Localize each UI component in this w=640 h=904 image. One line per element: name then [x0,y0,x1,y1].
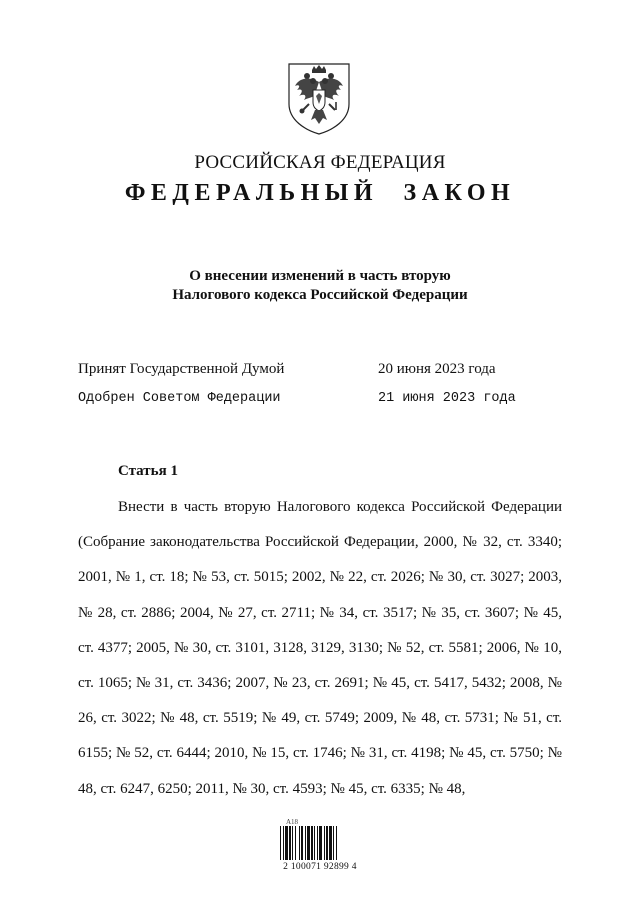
country-name: РОССИЙСКАЯ ФЕДЕРАЦИЯ [194,152,446,173]
law-title-line-1: О внесении изменений в часть вторую [189,268,451,284]
article-paragraph: Внести в часть вторую Налогового кодекса Российской Федерации (Собрание законодательства Российской Федерации, 2000, № 32, ст. 3340; 2001, № 1, ст. 18; № 53, ст. 5015; 2002, № 22, ст. 2026; № 30, ст. 3027; 2003, № 28, ст. 2886; 2004, № 27, ст. 2711; № 34, ст. 3517; № 35, ст. 3607; № 45, ст. 4377; 2005, № 30, ст. 3101, 3128, 3129, 3130; № 52, ст. 5581; 2006, № 10, ст. 1065; № 31, ст. 3436; 2007, № 23, ст. 2691; № 45, ст. 5417, 5432; 2008, № 26, ст. 3022; № 48, ст. 5519; № 49, ст. 5749; 2009, № 48, ст. 5731; № 51, ст. 6155; № 52, ст. 6444; 2010, № 15, ст. 1746; № 31, ст. 4198; № 45, ст. 5750; № 48, ст. 6247, 6250; 2011, № 30, ст. 4593; № 45, ст. 6335; № 48, [78,499,562,797]
barcode-digits: 2 100071 92899 4 [283,862,357,872]
adoption-label: Принят Государственной Думой [78,361,285,377]
article-heading: Статья 1 [118,463,178,479]
article-body [78,490,562,807]
barcode [274,818,364,880]
coat-of-arms-icon [285,60,353,136]
document-type: ФЕДЕРАЛЬНЫЙ ЗАКОН [124,180,516,206]
approval-date: 21 июня 2023 года [378,391,516,406]
law-title-line-2: Налогового кодекса Российской Федерации [172,287,468,303]
law-title [0,267,640,305]
barcode-icon [280,826,360,862]
adoption-date: 20 июня 2023 года [378,361,496,377]
barcode-mark: A18 [286,818,299,826]
approval-label: Одобрен Советом Федерации [78,391,281,406]
